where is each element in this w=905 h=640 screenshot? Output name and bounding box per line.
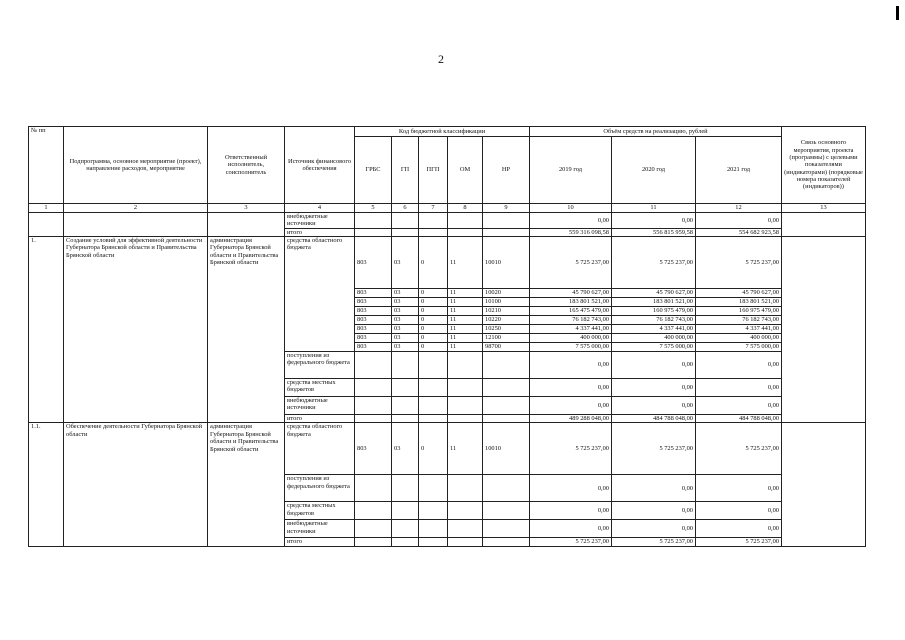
column-number: 11 (612, 204, 696, 213)
grbs-cell: 803 (355, 423, 392, 475)
row-number: 1. (29, 237, 64, 423)
header-no: № пп (29, 127, 64, 204)
value-2019: 76 182 743,00 (530, 316, 612, 325)
source-cell: средства областного бюджета (285, 237, 355, 352)
table-row (29, 423, 866, 475)
header-responsible: Ответственный исполнитель, соисполнитель (208, 127, 285, 204)
value-2021: 5 725 237,00 (696, 423, 782, 475)
value-2019: 0,00 (530, 397, 612, 415)
source-cell: средства областного бюджета (285, 423, 355, 475)
total-2021: 554 682 923,58 (696, 228, 782, 236)
gp-cell: 03 (392, 289, 419, 298)
value-2021: 0,00 (696, 502, 782, 520)
total-label: итого (285, 538, 355, 546)
gp-cell: 03 (392, 334, 419, 343)
value-2020: 183 801 521,00 (612, 298, 696, 307)
nr-cell: 10010 (483, 423, 530, 475)
value-2021: 5 725 237,00 (696, 237, 782, 289)
pgp-cell: 0 (419, 423, 448, 475)
grbs-cell: 803 (355, 289, 392, 298)
grbs-cell: 803 (355, 316, 392, 325)
column-numbers-row (29, 204, 866, 213)
value-2019: 7 575 000,00 (530, 343, 612, 352)
pgp-cell: 0 (419, 289, 448, 298)
value-2019: 5 725 237,00 (530, 423, 612, 475)
empty-cell (29, 213, 64, 237)
budget-table (28, 126, 866, 547)
om-cell: 11 (448, 298, 483, 307)
value-2019: 5 725 237,00 (530, 237, 612, 289)
pgp-cell: 0 (419, 316, 448, 325)
grbs-cell: 803 (355, 307, 392, 316)
gp-cell: 03 (392, 237, 419, 289)
empty-cell (782, 423, 866, 546)
value-2019: 4 337 441,00 (530, 325, 612, 334)
grbs-cell: 803 (355, 325, 392, 334)
source-cell: поступления из федерального бюджета (285, 475, 355, 502)
value-2019: 0,00 (530, 502, 612, 520)
edge-mark (896, 6, 899, 20)
page-number: 2 (438, 52, 444, 66)
value-2021: 4 337 441,00 (696, 325, 782, 334)
column-number: 1 (29, 204, 64, 213)
total-2021: 5 725 237,00 (696, 538, 782, 546)
nr-cell: 10250 (483, 325, 530, 334)
grbs-cell: 803 (355, 334, 392, 343)
table-header (29, 127, 866, 213)
total-label: итого (285, 415, 355, 423)
value-2020: 400 000,00 (612, 334, 696, 343)
empty-cell (782, 213, 866, 237)
nr-cell: 98700 (483, 343, 530, 352)
header-nr: НР (483, 137, 530, 204)
value-2021: 0,00 (696, 520, 782, 538)
value-2021: 76 182 743,00 (696, 316, 782, 325)
header-gp: ГП (392, 137, 419, 204)
carryover-rows (29, 213, 866, 237)
pgp-cell: 0 (419, 237, 448, 289)
om-cell: 11 (448, 237, 483, 289)
header-grbs: ГРБС (355, 137, 392, 204)
value-2020: 0,00 (612, 475, 696, 502)
value-2021: 0,00 (696, 475, 782, 502)
column-number: 6 (392, 204, 419, 213)
gp-cell: 03 (392, 325, 419, 334)
value-2020: 0,00 (612, 397, 696, 415)
source-cell: средства местных бюджетов (285, 379, 355, 397)
source-cell: внебюджетные источники (285, 397, 355, 415)
header-link: Связь основного мероприятия, проекта (программы) с целевыми показателями (индикаторами) (порядковые номера показателей (индикаторов)) (782, 127, 866, 204)
value-2019: 0,00 (530, 475, 612, 502)
value-2021: 0,00 (696, 352, 782, 379)
pgp-cell: 0 (419, 343, 448, 352)
gp-cell: 03 (392, 343, 419, 352)
om-cell: 11 (448, 325, 483, 334)
gp-cell: 03 (392, 298, 419, 307)
nr-cell: 10100 (483, 298, 530, 307)
responsible-name: администрация Губернатора Брянской области и Правительства Брянской области (208, 423, 285, 546)
grbs-cell: 803 (355, 237, 392, 289)
column-number: 10 (530, 204, 612, 213)
row-number: 1.1. (29, 423, 64, 546)
grbs-cell: 803 (355, 298, 392, 307)
section-1 (29, 237, 866, 423)
value-2020: 0,00 (612, 352, 696, 379)
header-program: Подпрограмма, основное мероприятие (проект), направление расходов, мероприятие (64, 127, 208, 204)
pgp-cell: 0 (419, 325, 448, 334)
value-2020: 4 337 441,00 (612, 325, 696, 334)
value-2019: 183 801 521,00 (530, 298, 612, 307)
header-funds-group: Объём средств на реализацию, рублей (530, 127, 782, 137)
source-cell: поступления из федерального бюджета (285, 352, 355, 379)
value-2019: 45 790 627,00 (530, 289, 612, 298)
om-cell: 11 (448, 316, 483, 325)
om-cell: 11 (448, 289, 483, 298)
value-2019: 0,00 (530, 520, 612, 538)
pgp-cell: 0 (419, 298, 448, 307)
source-cell: внебюджетные источники (285, 213, 355, 229)
om-cell: 11 (448, 423, 483, 475)
value-2021: 45 790 627,00 (696, 289, 782, 298)
gp-cell: 03 (392, 423, 419, 475)
value-2020: 45 790 627,00 (612, 289, 696, 298)
nr-cell: 12100 (483, 334, 530, 343)
value-2021: 183 801 521,00 (696, 298, 782, 307)
program-name: Обеспечение деятельности Губернатора Брянской области (64, 423, 208, 546)
value-2019: 165 475 479,00 (530, 307, 612, 316)
column-number: 7 (419, 204, 448, 213)
gp-cell: 03 (392, 316, 419, 325)
header-source: Источник финансового обеспечения (285, 127, 355, 204)
column-number: 9 (483, 204, 530, 213)
total-2021: 484 788 048,00 (696, 415, 782, 423)
nr-cell: 10210 (483, 307, 530, 316)
column-number: 8 (448, 204, 483, 213)
value-2020: 160 975 479,00 (612, 307, 696, 316)
header-2019: 2019 год (530, 137, 612, 204)
value-2020: 5 725 237,00 (612, 237, 696, 289)
value-2019: 0,00 (530, 213, 612, 229)
header-2021: 2021 год (696, 137, 782, 204)
header-pgp: ПГП (419, 137, 448, 204)
header-code-group: Код бюджетной классификации (355, 127, 530, 137)
empty-cell (782, 237, 866, 423)
nr-cell: 10010 (483, 237, 530, 289)
value-2021: 7 575 000,00 (696, 343, 782, 352)
total-2019: 559 316 098,58 (530, 228, 612, 236)
table-row (29, 213, 866, 229)
value-2019: 400 000,00 (530, 334, 612, 343)
value-2019: 0,00 (530, 379, 612, 397)
value-2021: 0,00 (696, 213, 782, 229)
header-om: ОМ (448, 137, 483, 204)
total-label: итого (285, 228, 355, 236)
table-row (29, 237, 866, 289)
empty-cell (208, 213, 285, 237)
om-cell: 11 (448, 334, 483, 343)
total-2019: 489 288 048,00 (530, 415, 612, 423)
column-number: 3 (208, 204, 285, 213)
gp-cell: 03 (392, 307, 419, 316)
value-2020: 5 725 237,00 (612, 423, 696, 475)
pgp-cell: 0 (419, 334, 448, 343)
om-cell: 11 (448, 307, 483, 316)
value-2020: 0,00 (612, 379, 696, 397)
om-cell: 11 (448, 343, 483, 352)
pgp-cell: 0 (419, 307, 448, 316)
value-2020: 0,00 (612, 502, 696, 520)
section-1-1 (29, 423, 866, 546)
source-cell: внебюджетные источники (285, 520, 355, 538)
column-number: 13 (782, 204, 866, 213)
source-cell: средства местных бюджетов (285, 502, 355, 520)
value-2021: 160 975 479,00 (696, 307, 782, 316)
value-2020: 7 575 000,00 (612, 343, 696, 352)
responsible-name: администрация Губернатора Брянской области и Правительства Брянской области (208, 237, 285, 423)
value-2020: 0,00 (612, 213, 696, 229)
total-2020: 484 788 048,00 (612, 415, 696, 423)
header-2020: 2020 год (612, 137, 696, 204)
program-name: Создание условий для эффективной деятельности Губернатора Брянской области и Правительства Брянской области (64, 237, 208, 423)
value-2021: 0,00 (696, 397, 782, 415)
total-2020: 556 815 959,58 (612, 228, 696, 236)
value-2020: 0,00 (612, 520, 696, 538)
nr-cell: 10020 (483, 289, 530, 298)
value-2020: 76 182 743,00 (612, 316, 696, 325)
column-number: 2 (64, 204, 208, 213)
column-number: 12 (696, 204, 782, 213)
total-2020: 5 725 237,00 (612, 538, 696, 546)
empty-cell (64, 213, 208, 237)
column-number: 4 (285, 204, 355, 213)
value-2021: 400 000,00 (696, 334, 782, 343)
value-2019: 0,00 (530, 352, 612, 379)
nr-cell: 10220 (483, 316, 530, 325)
column-number: 5 (355, 204, 392, 213)
total-2019: 5 725 237,00 (530, 538, 612, 546)
grbs-cell: 803 (355, 343, 392, 352)
value-2021: 0,00 (696, 379, 782, 397)
